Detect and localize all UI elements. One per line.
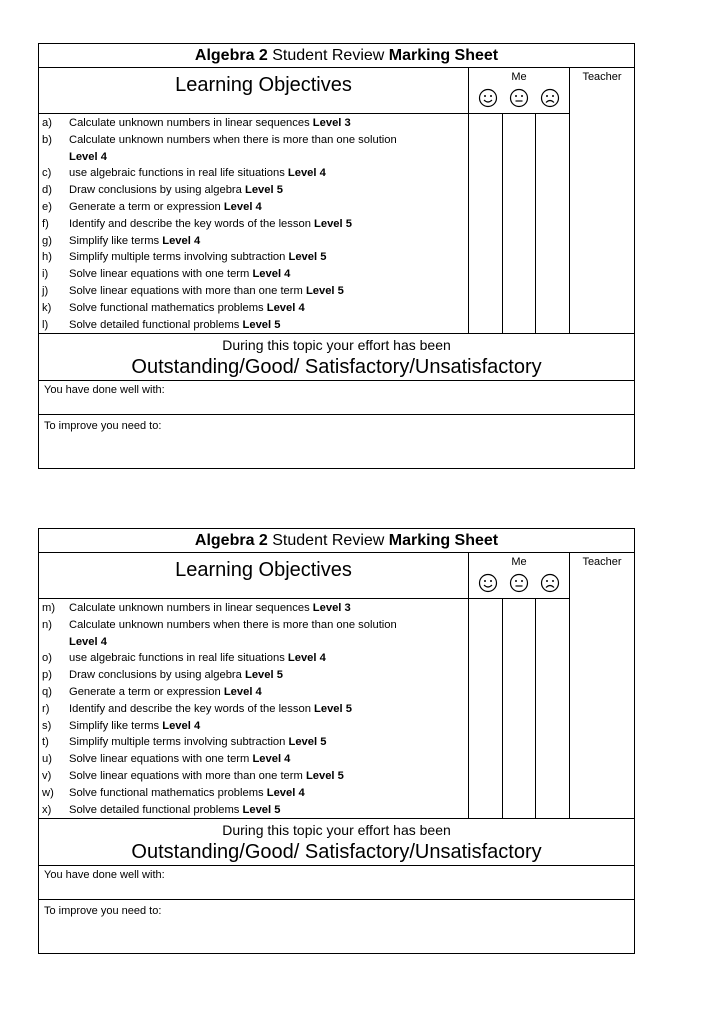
objective-item	[39, 802, 468, 819]
objective-text: use algebraic functions in real life situations	[69, 167, 288, 180]
faces-row	[469, 573, 569, 593]
objective-letter: x)	[42, 803, 52, 816]
objective-level: Level 3	[312, 602, 351, 614]
objective-text: Solve functional mathematics problems	[69, 301, 267, 314]
objective-letter: r)	[42, 702, 50, 715]
objective-letter: o)	[42, 652, 52, 665]
title-bold-end: Marking Sheet	[388, 532, 499, 549]
objective-item	[39, 650, 468, 667]
objective-letter: m)	[42, 602, 56, 614]
objective-text-wrap	[69, 216, 468, 233]
objective-text-wrap	[69, 266, 468, 283]
objective-item	[39, 266, 468, 283]
learning-objectives-label: Learning Objectives	[175, 74, 352, 96]
objective-letter: w)	[42, 786, 54, 799]
objective-text-wrap	[69, 233, 468, 250]
objective-level: Level 4	[287, 652, 326, 665]
objective-text-wrap	[69, 165, 468, 182]
objective-text: use algebraic functions in real life situations	[69, 652, 288, 665]
objective-text-wrap	[69, 684, 468, 701]
objective-item	[39, 216, 468, 233]
objective-level: Level 4	[162, 234, 201, 247]
objective-text-wrap	[69, 650, 468, 667]
objective-item	[39, 165, 468, 182]
effort-label: During this topic your effort has been	[222, 822, 451, 839]
objectives-list	[39, 114, 468, 333]
learning-objectives-header	[39, 68, 469, 114]
objective-text-wrap	[69, 751, 468, 768]
improve-field[interactable]	[39, 900, 635, 954]
objective-text-wrap	[69, 718, 468, 735]
objective-text-wrap	[69, 701, 468, 718]
me-header	[469, 553, 570, 599]
learning-objectives-label: Learning Objectives	[175, 559, 352, 581]
objective-item	[39, 701, 468, 718]
effort-label: During this topic your effort has been	[222, 337, 451, 354]
marking-sheet-top	[38, 43, 634, 469]
objective-letter: s)	[42, 719, 52, 732]
objective-text: Calculate unknown numbers when there is more than one solution	[69, 133, 397, 146]
effort-options[interactable]: Outstanding/Good/ Satisfactory/Unsatisfactory	[131, 356, 542, 379]
objective-letter: v)	[42, 769, 52, 782]
objective-letter: a)	[42, 117, 52, 129]
objective-text-wrap	[69, 617, 468, 651]
objective-text: Solve linear equations with more than one term	[69, 284, 306, 297]
objective-text-wrap	[69, 734, 468, 751]
neutral-face-icon	[509, 88, 529, 108]
objective-level: Level 4	[252, 268, 291, 281]
improve-field[interactable]	[39, 415, 635, 469]
objective-level: Level 5	[314, 702, 352, 715]
objective-letter: g)	[42, 234, 52, 247]
objective-text-wrap	[69, 785, 468, 802]
objective-letter: j)	[42, 284, 49, 297]
me-label: Me	[511, 71, 527, 83]
done-well-label: You have done well with:	[44, 869, 165, 882]
objective-level: Level 5	[305, 284, 344, 297]
objective-item	[39, 249, 468, 266]
smiley-icon	[478, 573, 498, 593]
objective-text: Solve detailed functional problems	[69, 803, 243, 816]
objective-text-wrap	[69, 802, 468, 819]
objective-text: Calculate unknown numbers when there is more than one solution	[69, 618, 397, 631]
effort-options[interactable]: Outstanding/Good/ Satisfactory/Unsatisfactory	[131, 841, 542, 864]
objective-item	[39, 283, 468, 300]
smiley-icon	[478, 88, 498, 108]
objective-letter: p)	[42, 669, 52, 682]
objective-text: Simplify like terms	[69, 234, 163, 247]
objective-text-wrap	[69, 600, 468, 617]
faces-row	[469, 88, 569, 108]
objective-text: Solve linear equations with one term	[69, 753, 253, 766]
objective-item	[39, 300, 468, 317]
objective-text: Draw conclusions by using algebra	[69, 184, 245, 197]
objectives-cell	[39, 114, 469, 334]
objective-letter: c)	[42, 167, 52, 180]
objective-text-wrap	[69, 132, 468, 166]
sheet-title	[39, 44, 635, 68]
sad-face-icon	[540, 573, 560, 593]
objective-level: Level 5	[245, 669, 283, 682]
objective-item	[39, 233, 468, 250]
me-sad-checkbox-column[interactable]	[536, 599, 570, 819]
objective-level: Level 4	[252, 753, 291, 766]
objective-level: Level 5	[305, 769, 344, 782]
improve-label: To improve you need to:	[44, 905, 162, 918]
me-neutral-checkbox-column[interactable]	[503, 114, 536, 334]
objective-item	[39, 115, 468, 132]
me-neutral-checkbox-column[interactable]	[503, 599, 536, 819]
objective-text: Solve linear equations with one term	[69, 268, 253, 281]
objective-letter: d)	[42, 184, 52, 197]
objective-text: Solve linear equations with more than one term	[69, 769, 306, 782]
objective-text-wrap	[69, 199, 468, 216]
objectives-list	[39, 599, 468, 818]
objective-letter: i)	[42, 268, 49, 281]
marking-sheet-bottom	[38, 528, 634, 954]
objective-level: Level 4	[223, 200, 262, 213]
objective-text-wrap	[69, 283, 468, 300]
objective-level: Level 5	[245, 184, 283, 197]
objective-text: Generate a term or expression	[69, 200, 224, 213]
teacher-label: Teacher	[582, 71, 622, 83]
objective-level: Level 4	[162, 719, 201, 732]
objective-level: Level 5	[288, 736, 327, 749]
objective-text-wrap	[69, 182, 468, 199]
title-bold-end: Marking Sheet	[388, 47, 499, 64]
objective-letter: b)	[42, 133, 52, 146]
neutral-face-icon	[509, 573, 529, 593]
objective-level: Level 4	[266, 786, 305, 799]
objective-text-wrap	[69, 768, 468, 785]
teacher-column	[570, 68, 635, 334]
objective-text: Generate a term or expression	[69, 685, 224, 698]
objective-item	[39, 734, 468, 751]
objective-text-wrap	[69, 667, 468, 684]
teacher-column	[570, 553, 635, 819]
objective-item	[39, 317, 468, 334]
objective-level: Level 5	[288, 251, 327, 264]
objective-text: Simplify multiple terms involving subtraction	[69, 251, 289, 264]
learning-objectives-header	[39, 553, 469, 599]
title-middle: Student Review	[267, 47, 389, 64]
effort-section	[39, 334, 635, 381]
effort-section	[39, 819, 635, 866]
objective-item	[39, 182, 468, 199]
objective-letter: u)	[42, 753, 52, 766]
improve-label: To improve you need to:	[44, 420, 162, 433]
objective-letter: f)	[42, 217, 49, 230]
objective-text: Draw conclusions by using algebra	[69, 669, 245, 682]
objectives-cell	[39, 599, 469, 819]
objective-letter: q)	[42, 685, 52, 698]
done-well-field[interactable]	[39, 381, 635, 415]
marking-sheet-table	[38, 43, 635, 469]
me-header	[469, 68, 570, 114]
objective-letter: n)	[42, 618, 52, 631]
objective-level: Level 4	[287, 167, 326, 180]
sheet-title	[39, 529, 635, 553]
objective-item	[39, 132, 468, 166]
objective-level: Level 5	[314, 217, 352, 230]
objective-text: Simplify like terms	[69, 719, 163, 732]
objective-level: Level 5	[242, 803, 281, 816]
me-happy-checkbox-column[interactable]	[469, 599, 503, 819]
objective-text: Calculate unknown numbers in linear sequences	[69, 602, 313, 614]
me-sad-checkbox-column[interactable]	[536, 114, 570, 334]
sad-face-icon	[540, 88, 560, 108]
objective-text: Calculate unknown numbers in linear sequences	[69, 117, 313, 129]
objective-text: Simplify multiple terms involving subtraction	[69, 736, 289, 749]
objective-letter: t)	[42, 736, 49, 749]
objective-letter: l)	[42, 318, 49, 331]
objective-item	[39, 667, 468, 684]
objective-level: Level 3	[312, 117, 351, 129]
title-bold-start: Algebra 2	[194, 47, 268, 64]
objective-item	[39, 785, 468, 802]
objective-level: Level 4	[223, 685, 262, 698]
objective-item	[39, 617, 468, 651]
objective-letter: e)	[42, 200, 52, 213]
objective-item	[39, 600, 468, 617]
objective-item	[39, 199, 468, 216]
objective-text: Solve functional mathematics problems	[69, 786, 267, 799]
objective-level: Level 4	[266, 301, 305, 314]
objective-letter: k)	[42, 301, 52, 314]
objective-level: Level 4	[69, 150, 107, 163]
objective-text-wrap	[69, 317, 468, 334]
objective-text-wrap	[69, 300, 468, 317]
marking-sheet-table	[38, 528, 635, 954]
objective-item	[39, 718, 468, 735]
objective-item	[39, 768, 468, 785]
objective-level: Level 5	[242, 318, 281, 331]
done-well-field[interactable]	[39, 866, 635, 900]
done-well-label: You have done well with:	[44, 384, 165, 397]
me-happy-checkbox-column[interactable]	[469, 114, 503, 334]
title-bold-start: Algebra 2	[194, 532, 268, 549]
objective-text: Identify and describe the key words of the lesson	[69, 217, 315, 230]
title-middle: Student Review	[267, 532, 389, 549]
objective-text: Identify and describe the key words of the lesson	[69, 702, 315, 715]
objective-text: Solve detailed functional problems	[69, 318, 243, 331]
objective-text-wrap	[69, 115, 468, 132]
objective-item	[39, 751, 468, 768]
objective-letter: h)	[42, 251, 52, 264]
objective-level: Level 4	[69, 635, 107, 648]
objective-text-wrap	[69, 249, 468, 266]
teacher-label: Teacher	[582, 556, 622, 568]
me-label: Me	[511, 556, 527, 568]
objective-item	[39, 684, 468, 701]
